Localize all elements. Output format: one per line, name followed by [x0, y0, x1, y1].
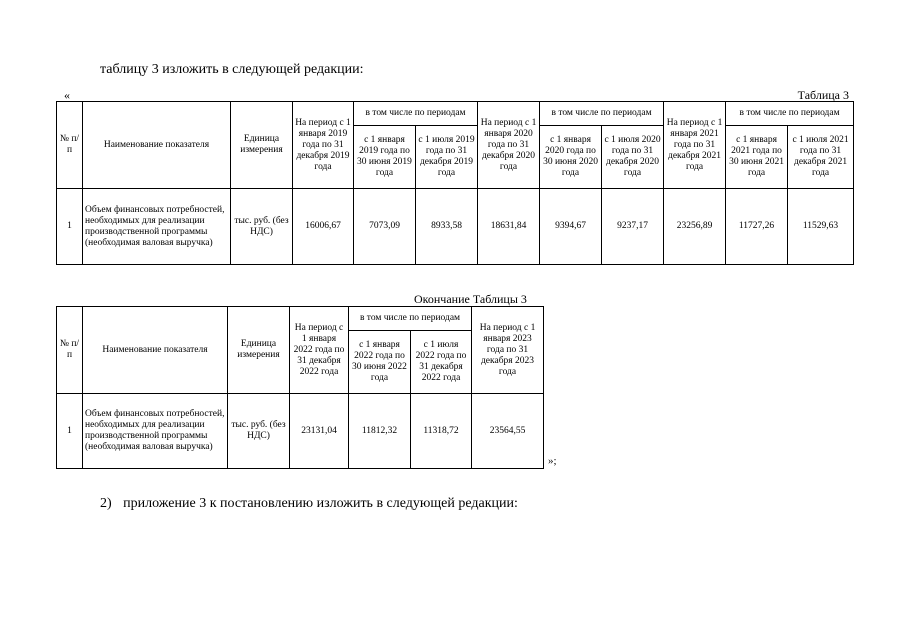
value-2021-h1: 11727,26	[726, 189, 788, 265]
header-unit: Единица измерения	[231, 102, 293, 189]
header-incl-2020: в том числе по периодам	[540, 102, 664, 126]
row-num: 1	[57, 189, 83, 265]
table2-caption: Окончание Таблицы 3	[414, 292, 527, 306]
value-2023: 23564,55	[472, 394, 544, 469]
header-period-2023: На период с 1 января 2023 года по 31 декабря 2023 года	[472, 307, 544, 394]
row-name: Объем финансовых потребностей, необходимых для реализации производственной программы (необходимая валовая выручка)	[83, 189, 231, 265]
value-2020: 18631,84	[478, 189, 540, 265]
table-3	[56, 101, 854, 265]
item-2	[100, 496, 518, 512]
header-name: Наименование показателя	[83, 102, 231, 189]
row-unit: тыс. руб. (без НДС)	[231, 189, 293, 265]
header-2020-h2: с 1 июля 2020 года по 31 декабря 2020 года	[602, 126, 664, 189]
header-num: № п/п	[57, 307, 83, 394]
opening-quote: «	[64, 88, 70, 102]
closing-quote: »;	[548, 455, 557, 467]
header-name: Наименование показателя	[83, 307, 228, 394]
row-unit: тыс. руб. (без НДС)	[228, 394, 290, 469]
row-name: Объем финансовых потребностей, необходимых для реализации производственной программы (необходимая валовая выручка)	[83, 394, 228, 469]
value-2020-h1: 9394,67	[540, 189, 602, 265]
row-num: 1	[57, 394, 83, 469]
value-2020-h2: 9237,17	[602, 189, 664, 265]
header-incl-2019: в том числе по периодам	[354, 102, 478, 126]
table-row	[57, 394, 544, 469]
header-2019-h2: с 1 июля 2019 года по 31 декабря 2019 года	[416, 126, 478, 189]
item-2-text: приложение 3 к постановлению изложить в следующей редакции:	[123, 496, 518, 511]
value-2019: 16006,67	[293, 189, 354, 265]
header-period-2021: На период с 1 января 2021 года по 31 декабря 2021 года	[664, 102, 726, 189]
header-num: № п/п	[57, 102, 83, 189]
value-2022-h1: 11812,32	[349, 394, 411, 469]
header-2022-h1: с 1 января 2022 года по 30 июня 2022 года	[349, 331, 411, 394]
intro-text: таблицу 3 изложить в следующей редакции:	[100, 62, 364, 77]
header-incl-2022: в том числе по периодам	[349, 307, 472, 331]
item-2-number: 2)	[100, 496, 112, 511]
value-2022: 23131,04	[290, 394, 349, 469]
value-2019-h2: 8933,58	[416, 189, 478, 265]
header-2020-h1: с 1 января 2020 года по 30 июня 2020 года	[540, 126, 602, 189]
value-2021-h2: 11529,63	[788, 189, 854, 265]
header-period-2022: На период с 1 января 2022 года по 31 декабря 2022 года	[290, 307, 349, 394]
header-2019-h1: с 1 января 2019 года по 30 июня 2019 года	[354, 126, 416, 189]
header-2022-h2: с 1 июля 2022 года по 31 декабря 2022 года	[411, 331, 472, 394]
header-period-2019: На период с 1 января 2019 года по 31 декабря 2019 года	[293, 102, 354, 189]
value-2021: 23256,89	[664, 189, 726, 265]
table-3-end	[56, 306, 544, 469]
header-2021-h2: с 1 июля 2021 года по 31 декабря 2021 года	[788, 126, 854, 189]
table-row	[57, 189, 854, 265]
header-unit: Единица измерения	[228, 307, 290, 394]
header-period-2020: На период с 1 января 2020 года по 31 декабря 2020 года	[478, 102, 540, 189]
value-2019-h1: 7073,09	[354, 189, 416, 265]
header-2021-h1: с 1 января 2021 года по 30 июня 2021 года	[726, 126, 788, 189]
value-2022-h2: 11318,72	[411, 394, 472, 469]
header-incl-2021: в том числе по периодам	[726, 102, 854, 126]
table1-caption: Таблица 3	[797, 88, 849, 102]
